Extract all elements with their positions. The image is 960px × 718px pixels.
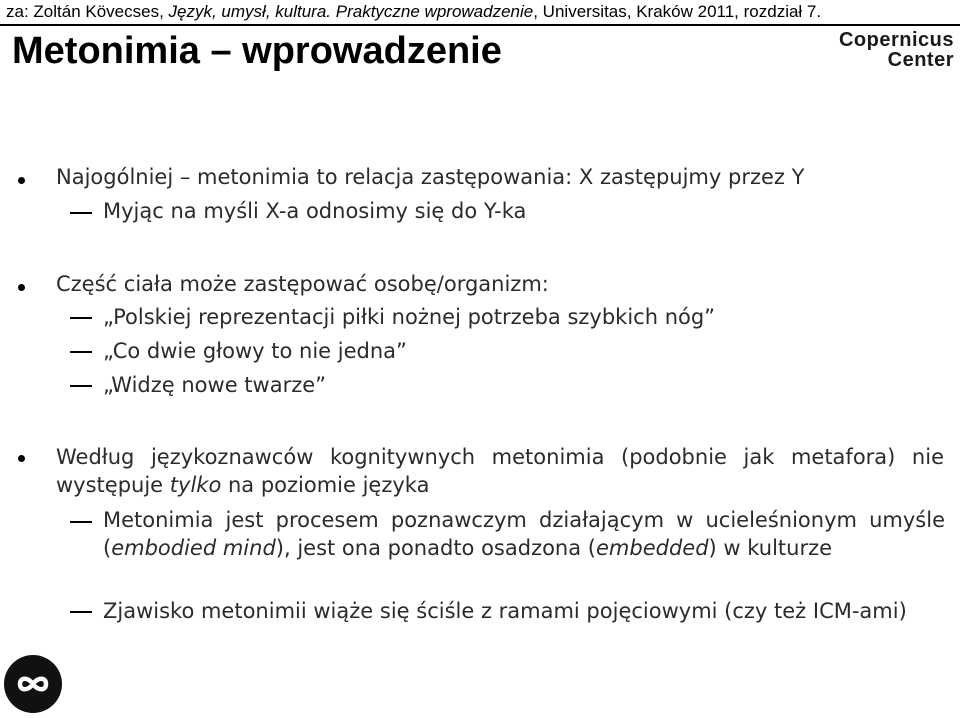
logo-line-1: Copernicus: [838, 29, 954, 51]
dash-marker: [70, 212, 92, 214]
bullet-3-sub-2: Zjawisko metonimii wiąże się ściśle z ramami pojęciowymi (czy też ICM-ami): [103, 599, 907, 623]
bullet-2-sub-3: „Widzę nowe twarze”: [103, 373, 327, 397]
bullet-2-sub-1: „Polskiej reprezentacji piłki nożnej potrzeba szybkich nóg”: [103, 305, 716, 329]
bullet-3-sub-1: Metonimia jest procesem poznawczym działającym w ucieleśnionym umyśle (embodied mind), jest ona ponadto osadzona (embedded) w kulturze: [103, 508, 945, 560]
header-divider: [0, 24, 960, 26]
source-citation: za: Zoltán Kövecses, Język, umysł, kultura. Praktyczne wprowadzenie, Universitas, Kraków 2011, rozdział 7.: [6, 2, 822, 21]
bullet-2-sub-2: „Co dwie głowy to nie jedna”: [103, 339, 407, 363]
bullet-1-sub-1: Myjąc na myśli X-a odnosimy się do Y-ka: [103, 199, 527, 223]
bullet-dot: [18, 284, 25, 291]
copernicus-center-logo: [839, 30, 954, 70]
bullet-3: Według językoznawców kognitywnych metonimia (podobnie jak metafora) nie występuje tylko na poziomie języka: [56, 445, 944, 497]
bullet-1: Najogólniej – metonimia to relacja zastępowania: X zastępujmy przez Y: [56, 165, 805, 189]
dash-marker: [70, 611, 92, 613]
dash-marker: [70, 351, 92, 353]
bullet-2: Część ciała może zastępować osobę/organizm:: [56, 272, 549, 296]
bullet-dot: [18, 455, 25, 462]
dash-marker: [70, 385, 92, 387]
bullet-dot: [18, 177, 25, 184]
logo-line-2: Center: [887, 49, 954, 71]
dash-marker: [70, 521, 92, 523]
copernicus-infinity-logo-icon: [4, 655, 62, 713]
dash-marker: [70, 317, 92, 319]
slide-title: Metonimia – wprowadzenie: [12, 30, 502, 72]
